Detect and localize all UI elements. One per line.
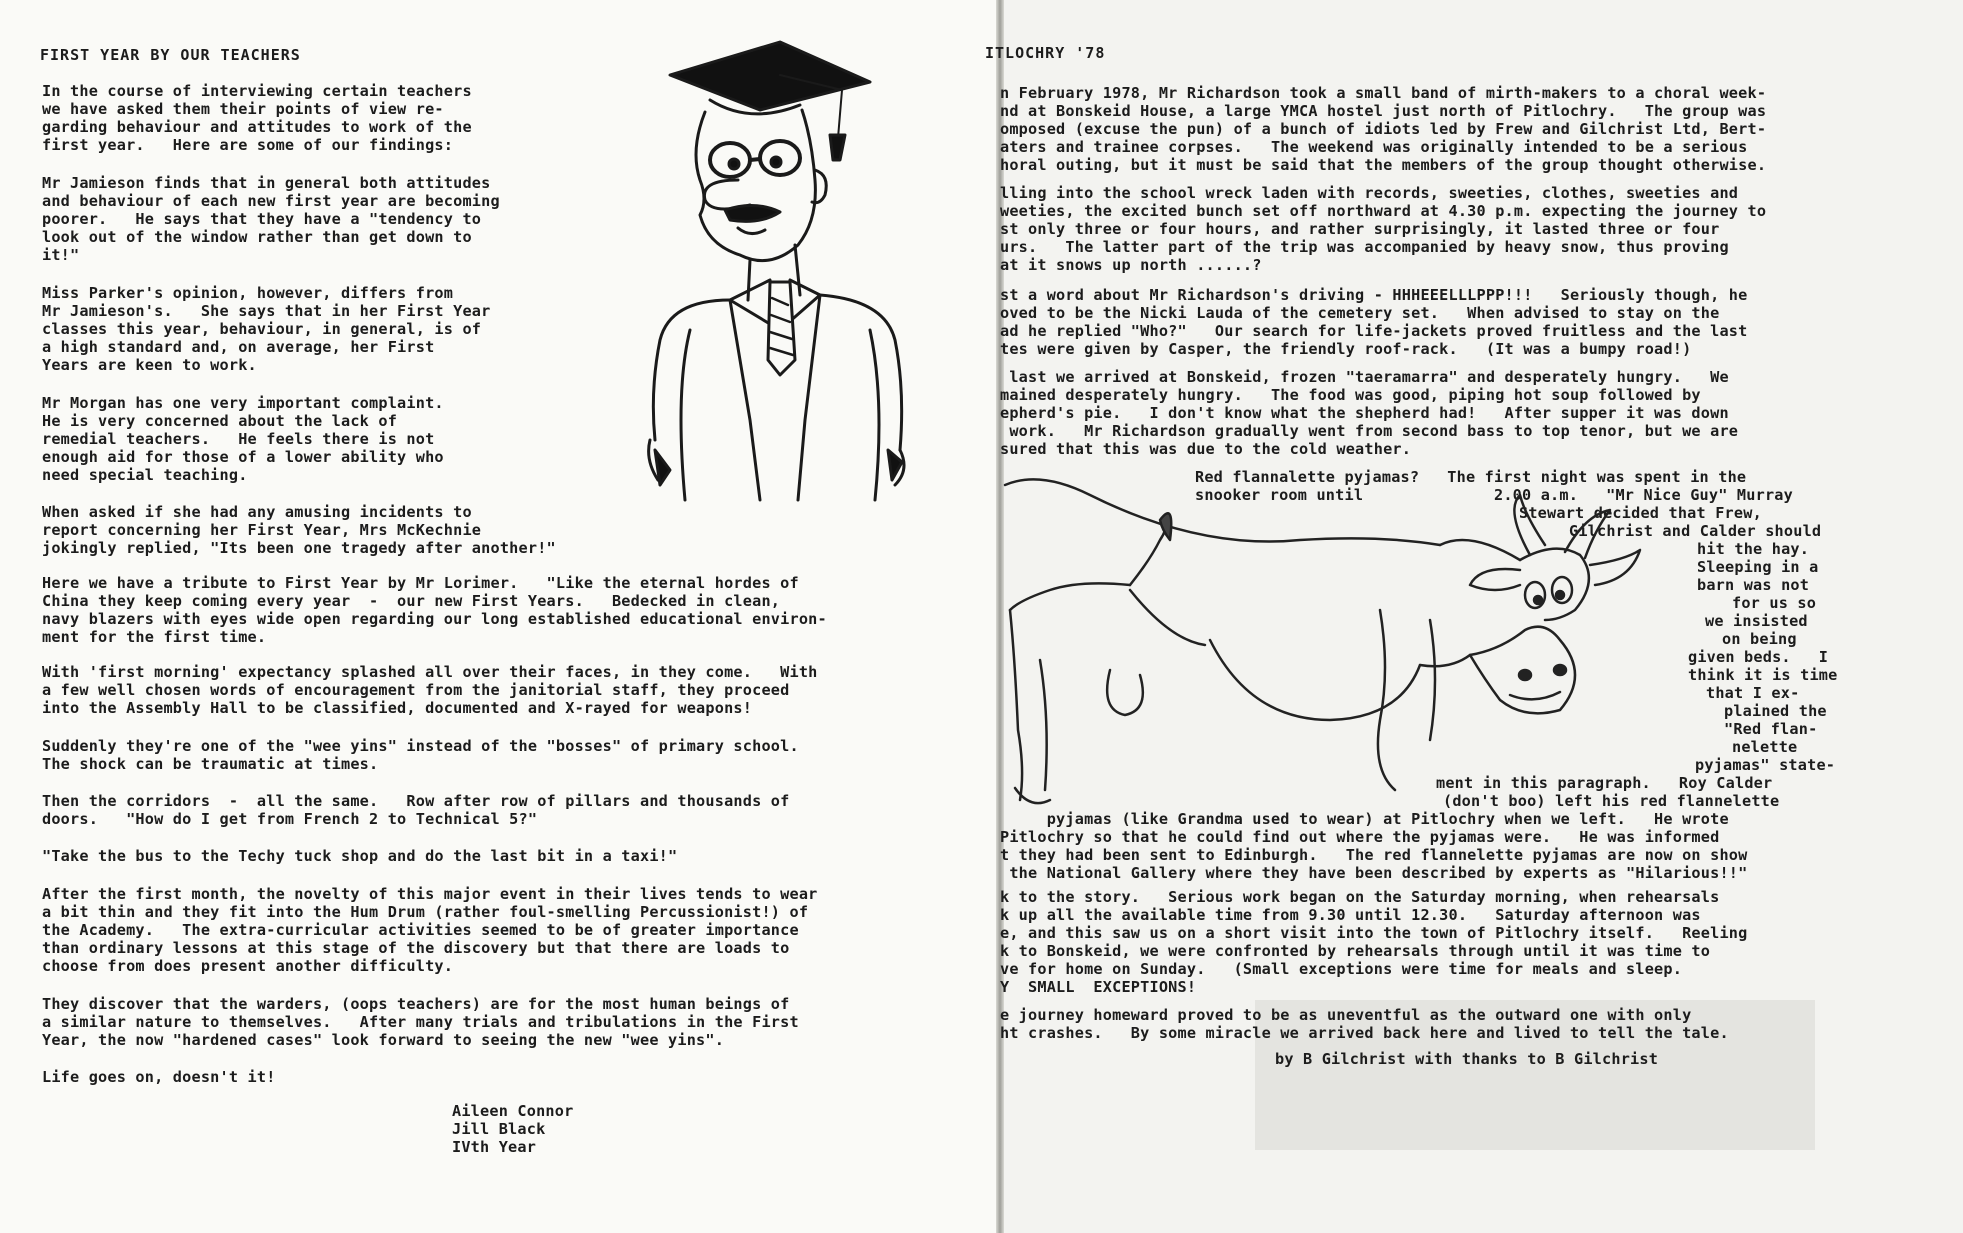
paragraph: Mr Jamieson finds that in general both attitudes and behaviour of each new first year are becoming poorer. He says that they have a "tendency to look out of the window rather than get down to it!" xyxy=(42,174,500,264)
wrap-line: for us so xyxy=(1732,594,1817,612)
wrap-line: Stewart decided that Frew, xyxy=(1519,504,1762,522)
cartoon-teacher-icon xyxy=(630,30,920,520)
wrap-line: barn was not xyxy=(1697,576,1810,594)
wrap-line: ment in this paragraph. Roy Calder xyxy=(1436,774,1773,792)
paragraph: Miss Parker's opinion, however, differs from Mr Jamieson's. She says that in her First Year classes this year, behaviour, in general, is of a high standard and, on average, her First Years are keen to work. xyxy=(42,284,491,374)
paragraph: Suddenly they're one of the "wee yins" instead of the "bosses" of primary school. The shock can be traumatic at times. xyxy=(42,737,799,773)
paragraph: k to the story. Serious work began on the Saturday morning, when rehearsals k up all the available time from 9.30 until 12.30. Saturday afternoon was e, and this saw us on a short visit into the town of Pitlochry itself. Reeling k to Bonskeid, we were confronted by rehearsals through until it was time to ve for home on Sunday. (Small exceptions were time for meals and sleep. Y SMALL EXCEPTIONS! xyxy=(1000,888,1748,996)
wrap-line: hit the hay. xyxy=(1697,540,1810,558)
paragraph: When asked if she had any amusing incidents to report concerning her First Year, Mrs McKechnie jokingly replied, "Its been one tragedy after another!" xyxy=(42,503,556,557)
wrap-line: snooker room until 2.00 a.m. "Mr Nice Guy" Murray xyxy=(1195,486,1793,504)
paragraph: e journey homeward proved to be as uneventful as the outward one with only ht crashes. By some miracle we arrived back here and lived to tell the tale. xyxy=(1000,1006,1729,1042)
wrap-line: Red flannalette pyjamas? The first night was spent in the xyxy=(1195,468,1747,486)
wrap-line: that I ex- xyxy=(1706,684,1800,702)
wrap-line: given beds. I xyxy=(1688,648,1829,666)
paragraph: n February 1978, Mr Richardson took a small band of mirth-makers to a choral week- nd at Bonskeid House, a large YMCA hostel just north of Pitlochry. The group was omposed (excuse the pun) of a bunch of idiots led by Frew and Gilchrist Ltd, Bert- aters and trainee corpses. The weekend was originally intended to be a serious horal outing, but it must be said that the members of the group thought otherwise. xyxy=(1000,84,1767,174)
cartoon-cow-icon xyxy=(1000,470,1760,820)
wrap-line: on being xyxy=(1722,630,1797,648)
paragraph: lling into the school wreck laden with records, sweeties, clothes, sweeties and weeties, the excited bunch set off northward at 4.30 p.m. expecting the journey to st only three or four hours, and rather surprisingly, it lasted three or four urs. The latter part of the trip was accompanied by heavy snow, thus proving at it snows up north ......? xyxy=(1000,184,1767,274)
paragraph: Life goes on, doesn't it! xyxy=(42,1068,276,1086)
wrap-line: pyjamas" state- xyxy=(1695,756,1836,774)
paragraph: Mr Morgan has one very important complaint. He is very concerned about the lack of remedial teachers. He feels there is not enough aid for those of a lower ability who need special teaching. xyxy=(42,394,444,484)
right-page-title: ITLOCHRY '78 xyxy=(985,44,1106,62)
wrap-line: nelette xyxy=(1732,738,1798,756)
paragraph: Then the corridors - all the same. Row after row of pillars and thousands of doors. "How do I get from French 2 to Technical 5?" xyxy=(42,792,790,828)
paragraph: In the course of interviewing certain teachers we have asked them their points of view re- garding behaviour and attitudes to work of the first year. Here are some of our findings: xyxy=(42,82,472,154)
byline: by B Gilchrist with thanks to B Gilchrist xyxy=(1275,1050,1659,1068)
paragraph: st a word about Mr Richardson's driving - HHHEEELLLPPP!!! Seriously though, he oved to be the Nicki Lauda of the cemetery set. When advised to stay on the ad he replied "Who?" Our search for life-jackets proved fruitless and the last tes were given by Casper, the friendly roof-rack. (It was a bumpy road!) xyxy=(1000,286,1748,358)
wrap-line: (don't boo) left his red flannelette xyxy=(1443,792,1780,810)
paragraph: last we arrived at Bonskeid, frozen "taeramarra" and desperately hungry. We mained desperately hungry. The food was good, piping hot soup followed by epherd's pie. I don't know what the shepherd had! After supper it was down work. Mr Richardson gradually went from second bass to top tenor, but we are sured that this was due to the cold weather. xyxy=(1000,368,1739,458)
paragraph: With 'first morning' expectancy splashed all over their faces, in they come. With a few well chosen words of encouragement from the janitorial staff, they proceed into the Assembly Hall to be classified, documented and X-rayed for weapons! xyxy=(42,663,818,717)
signature: Aileen Connor Jill Black IVth Year xyxy=(452,1102,574,1156)
wrap-line: "Red flan- xyxy=(1724,720,1818,738)
wrap-line: think it is time xyxy=(1688,666,1838,684)
left-page-title: FIRST YEAR BY OUR TEACHERS xyxy=(40,46,301,64)
wrap-line: Gilchrist and Calder should xyxy=(1569,522,1822,540)
wrap-line: Sleeping in a xyxy=(1697,558,1819,576)
wrap-line: we insisted xyxy=(1705,612,1808,630)
wrap-line: plained the xyxy=(1724,702,1827,720)
paragraph: Here we have a tribute to First Year by Mr Lorimer. "Like the eternal hordes of China they keep coming every year - our new First Years. Bedecked in clean, navy blazers with eyes wide open regarding our long established educational environ- ment for the first time. xyxy=(42,574,827,646)
paragraph: After the first month, the novelty of this major event in their lives tends to wear a bit thin and they fit into the Hum Drum (rather foul-smelling Percussionist!) of the Academy. The extra-curricular activities seemed to be of greater importance than ordinary lessons at this stage of the discovery but that there are loads to choose from does present another difficulty. xyxy=(42,885,818,975)
paragraph: They discover that the warders, (oops teachers) are for the most human beings of a similar nature to themselves. After many trials and tribulations in the First Year, the now "hardened cases" look forward to seeing the new "wee yins". xyxy=(42,995,799,1049)
paragraph: "Take the bus to the Techy tuck shop and do the last bit in a taxi!" xyxy=(42,847,678,865)
paragraph: pyjamas (like Grandma used to wear) at Pitlochry when we left. He wrote Pitlochry so that he could find out where the pyjamas were. He was informed t they had been sent to Edinburgh. The red flannelette pyjamas are now on show the National Gallery where they have been described by experts as "Hilarious!!" xyxy=(1000,810,1748,882)
